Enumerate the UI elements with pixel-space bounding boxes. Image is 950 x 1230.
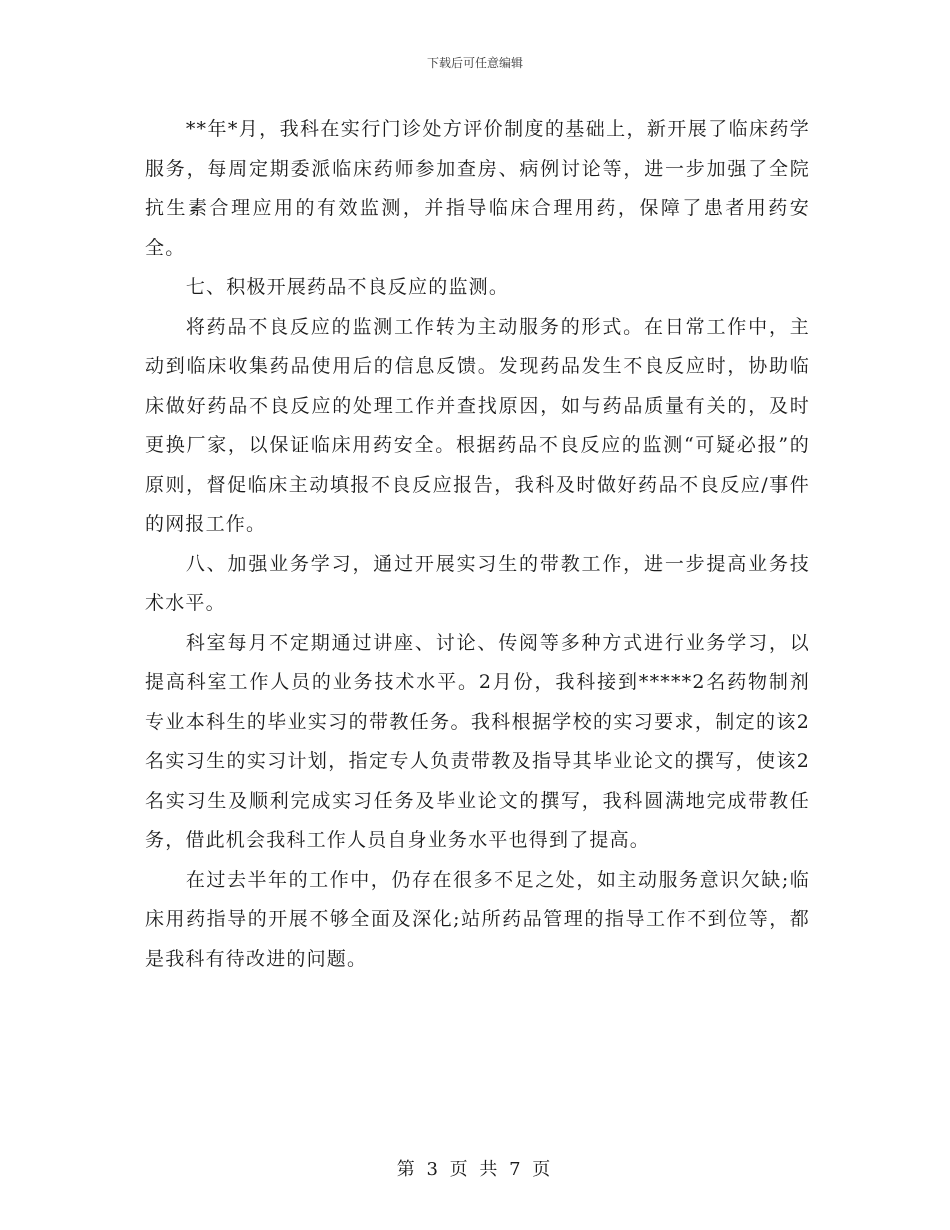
document-body (145, 110, 810, 979)
section-heading-adverse-reaction: 七、积极开展药品不良反应的监测。 (185, 276, 510, 298)
paragraph-clinical-pharmacy: **年*月，我科在实行门诊处方评价制度的基础上，新开展了临床药学服务，每周定期委派临床药师参加查房、病例讨论等，进一步加强了全院抗生素合理应用的有效监测，并指导临床合理用药，保障了患者用药安全。 (145, 118, 810, 259)
page-number-footer: 第 3 页 共 7 页 (396, 1159, 554, 1180)
paragraph-business-study: 科室每月不定期通过讲座、讨论、传阅等多种方式进行业务学习，以提高科室工作人员的业务技术水平。2月份，我科接到*****2名药物制剂专业本科生的毕业实习的带教任务。我科根据学校的实习要求，制定的该2名实习生的实习计划，指定专人负责带教及指导其毕业论文的撰写，使该2名实习生及顺利完成实习任务及毕业论文的撰写，我科圆满地完成带教任务，借此机会我科工作人员自身业务水平也得到了提高。 (145, 631, 810, 851)
section-heading-business-study: 八、加强业务学习，通过开展实习生的带教工作，进一步提高业务技术水平。 (145, 552, 810, 614)
paragraph-adverse-reaction: 将药品不良反应的监测工作转为主动服务的形式。在日常工作中，主动到临床收集药品使用后的信息反馈。发现药品发生不良反应时，协助临床做好药品不良反应的处理工作并查找原因，如与药品质量有关的，及时更换厂家，以保证临床用药安全。根据药品不良反应的监测“可疑必报”的原则，督促临床主动填报不良反应报告，我科及时做好药品不良反应/事件的网报工作。 (145, 315, 810, 535)
page-header: 下载后可任意编辑 (426, 56, 523, 70)
paragraph-shortcomings: 在过去半年的工作中，仍存在很多不足之处，如主动服务意识欠缺;临床用药指导的开展不够全面及深化;站所药品管理的指导工作不到位等，都是我科有待改进的问题。 (145, 868, 810, 970)
